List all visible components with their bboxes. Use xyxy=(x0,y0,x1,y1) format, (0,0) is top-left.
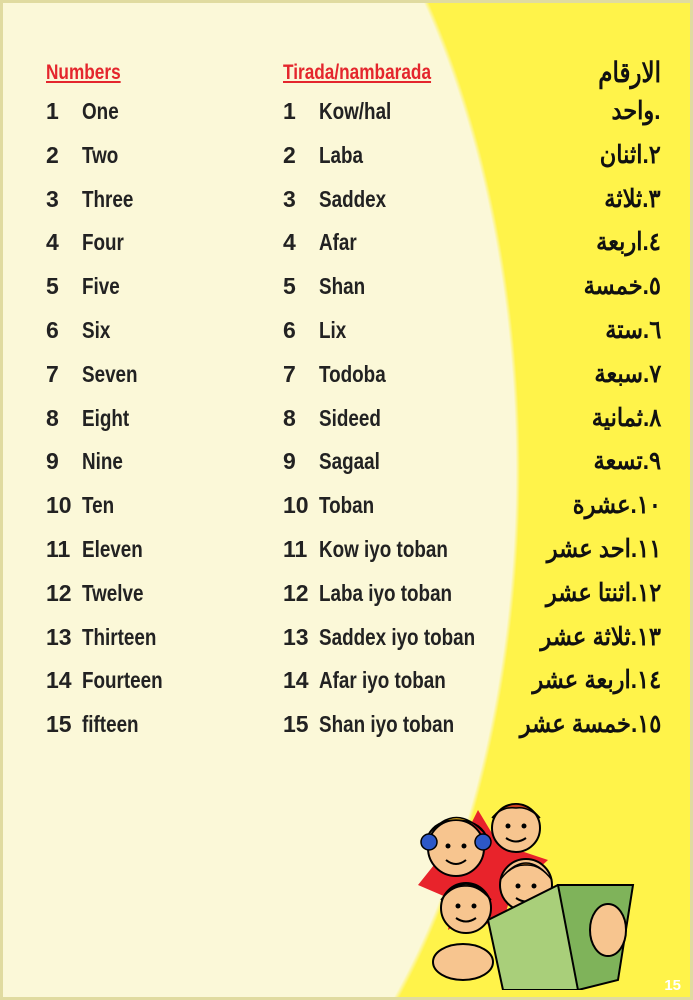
somali-word: Afar iyo toban xyxy=(319,667,446,694)
arabic-column xyxy=(411,56,661,747)
english-number: 6 xyxy=(46,316,59,343)
somali-word: Sagaal xyxy=(319,448,380,475)
somali-number: 7 xyxy=(283,360,296,387)
english-number: 14 xyxy=(46,667,72,694)
arabic-word: ٢.اثنان xyxy=(599,140,661,169)
somali-word: Laba xyxy=(319,141,364,168)
english-number: 10 xyxy=(46,492,72,519)
somali-word: Laba iyo toban xyxy=(319,579,453,606)
english-row xyxy=(46,703,246,747)
english-number: 8 xyxy=(46,404,59,431)
arabic-word: ١٢.اثنتا عشر xyxy=(545,578,661,607)
english-number-list xyxy=(46,90,246,747)
english-number: 3 xyxy=(46,185,59,212)
english-row xyxy=(46,178,246,222)
english-word: Three xyxy=(82,185,134,212)
arabic-row xyxy=(411,265,661,309)
somali-word: Saddex xyxy=(319,185,387,212)
english-word: Seven xyxy=(82,360,138,387)
somali-number: 1 xyxy=(283,98,296,124)
english-word: fifteen xyxy=(82,711,139,738)
english-word: Nine xyxy=(82,448,123,475)
english-row xyxy=(46,440,246,484)
arabic-heading: الارقام xyxy=(598,57,661,88)
arabic-word: .واحد xyxy=(611,97,661,125)
english-word: Fourteen xyxy=(82,667,163,694)
arabic-number-list xyxy=(411,90,661,747)
english-column xyxy=(46,56,246,747)
english-word: Thirteen xyxy=(82,623,157,650)
somali-word: Afar xyxy=(319,229,357,256)
arabic-row xyxy=(411,353,661,397)
arabic-row xyxy=(411,703,661,747)
english-word: Twelve xyxy=(82,579,144,606)
english-word: One xyxy=(82,98,119,124)
english-row xyxy=(46,221,246,265)
english-row xyxy=(46,659,246,703)
somali-number: 6 xyxy=(283,316,296,343)
arabic-row xyxy=(411,484,661,528)
english-number: 5 xyxy=(46,273,59,300)
arabic-row xyxy=(411,659,661,703)
somali-heading: Tirada/nambarada xyxy=(283,61,432,84)
somali-number: 5 xyxy=(283,273,296,300)
arabic-word: ٩.تسعة xyxy=(593,447,661,476)
arabic-row xyxy=(411,616,661,660)
english-row xyxy=(46,134,246,178)
english-number: 1 xyxy=(46,98,59,124)
english-row xyxy=(46,309,246,353)
arabic-row xyxy=(411,134,661,178)
somali-number: 3 xyxy=(283,185,296,212)
english-row xyxy=(46,528,246,572)
somali-word: Saddex iyo toban xyxy=(319,623,476,650)
arabic-row xyxy=(411,572,661,616)
somali-number: 10 xyxy=(283,492,309,519)
english-row xyxy=(46,484,246,528)
somali-word: Toban xyxy=(319,492,375,519)
arabic-row xyxy=(411,178,661,222)
somali-number: 9 xyxy=(283,448,296,475)
english-word: Five xyxy=(82,273,120,300)
somali-word: Todoba xyxy=(319,360,386,387)
arabic-word: ١١.احد عشر xyxy=(546,534,661,563)
arabic-word: ١٠.عشرة xyxy=(572,491,661,520)
somali-number: 11 xyxy=(283,535,308,562)
english-row xyxy=(46,397,246,441)
english-heading: Numbers xyxy=(46,61,121,84)
somali-word: Kow iyo toban xyxy=(319,535,448,562)
somali-word: Lix xyxy=(319,316,347,343)
arabic-row xyxy=(411,309,661,353)
english-number: 2 xyxy=(46,141,59,168)
english-number: 9 xyxy=(46,448,59,475)
arabic-word: ٤.اربعة xyxy=(596,228,661,257)
somali-number: 15 xyxy=(283,711,309,738)
arabic-word: ٦.ستة xyxy=(604,315,661,344)
english-number: 4 xyxy=(46,229,59,256)
english-row xyxy=(46,572,246,616)
arabic-word: ١٥.خمسة عشر xyxy=(519,710,661,739)
english-row xyxy=(46,90,246,134)
somali-number: 2 xyxy=(283,141,296,168)
arabic-word: ٧.سبعة xyxy=(594,359,661,388)
somali-number: 12 xyxy=(283,579,309,606)
arabic-row xyxy=(411,90,661,134)
arabic-row xyxy=(411,528,661,572)
arabic-row xyxy=(411,397,661,441)
arabic-word: ٥.خمسة xyxy=(583,272,661,301)
arabic-row xyxy=(411,440,661,484)
arabic-word: ١٣.ثلاثة عشر xyxy=(540,622,661,651)
english-word: Six xyxy=(82,316,111,343)
somali-number: 4 xyxy=(283,229,296,256)
english-row xyxy=(46,265,246,309)
english-row xyxy=(46,353,246,397)
english-word: Ten xyxy=(82,492,115,519)
english-row xyxy=(46,616,246,660)
english-number: 12 xyxy=(46,579,72,606)
english-number: 13 xyxy=(46,623,72,650)
arabic-row xyxy=(411,221,661,265)
english-word: Two xyxy=(82,141,119,168)
somali-word: Shan iyo toban xyxy=(319,711,455,738)
somali-word: Shan xyxy=(319,273,366,300)
english-number: 11 xyxy=(46,535,71,562)
english-word: Eleven xyxy=(82,535,143,562)
somali-number: 8 xyxy=(283,404,296,431)
children-reading-book-illustration xyxy=(408,790,640,990)
page-number: 15 xyxy=(664,977,681,994)
english-word: Four xyxy=(82,229,124,256)
somali-word: Kow/hal xyxy=(319,98,392,124)
somali-number: 13 xyxy=(283,623,309,650)
somali-number: 14 xyxy=(283,667,309,694)
english-number: 15 xyxy=(46,711,72,738)
somali-word: Sideed xyxy=(319,404,381,431)
arabic-word: ١٤.اربعة عشر xyxy=(532,666,661,695)
english-number: 7 xyxy=(46,360,59,387)
arabic-word: ٨.ثمانية xyxy=(591,403,661,432)
english-word: Eight xyxy=(82,404,130,431)
arabic-word: ٣.ثلاثة xyxy=(604,184,661,213)
